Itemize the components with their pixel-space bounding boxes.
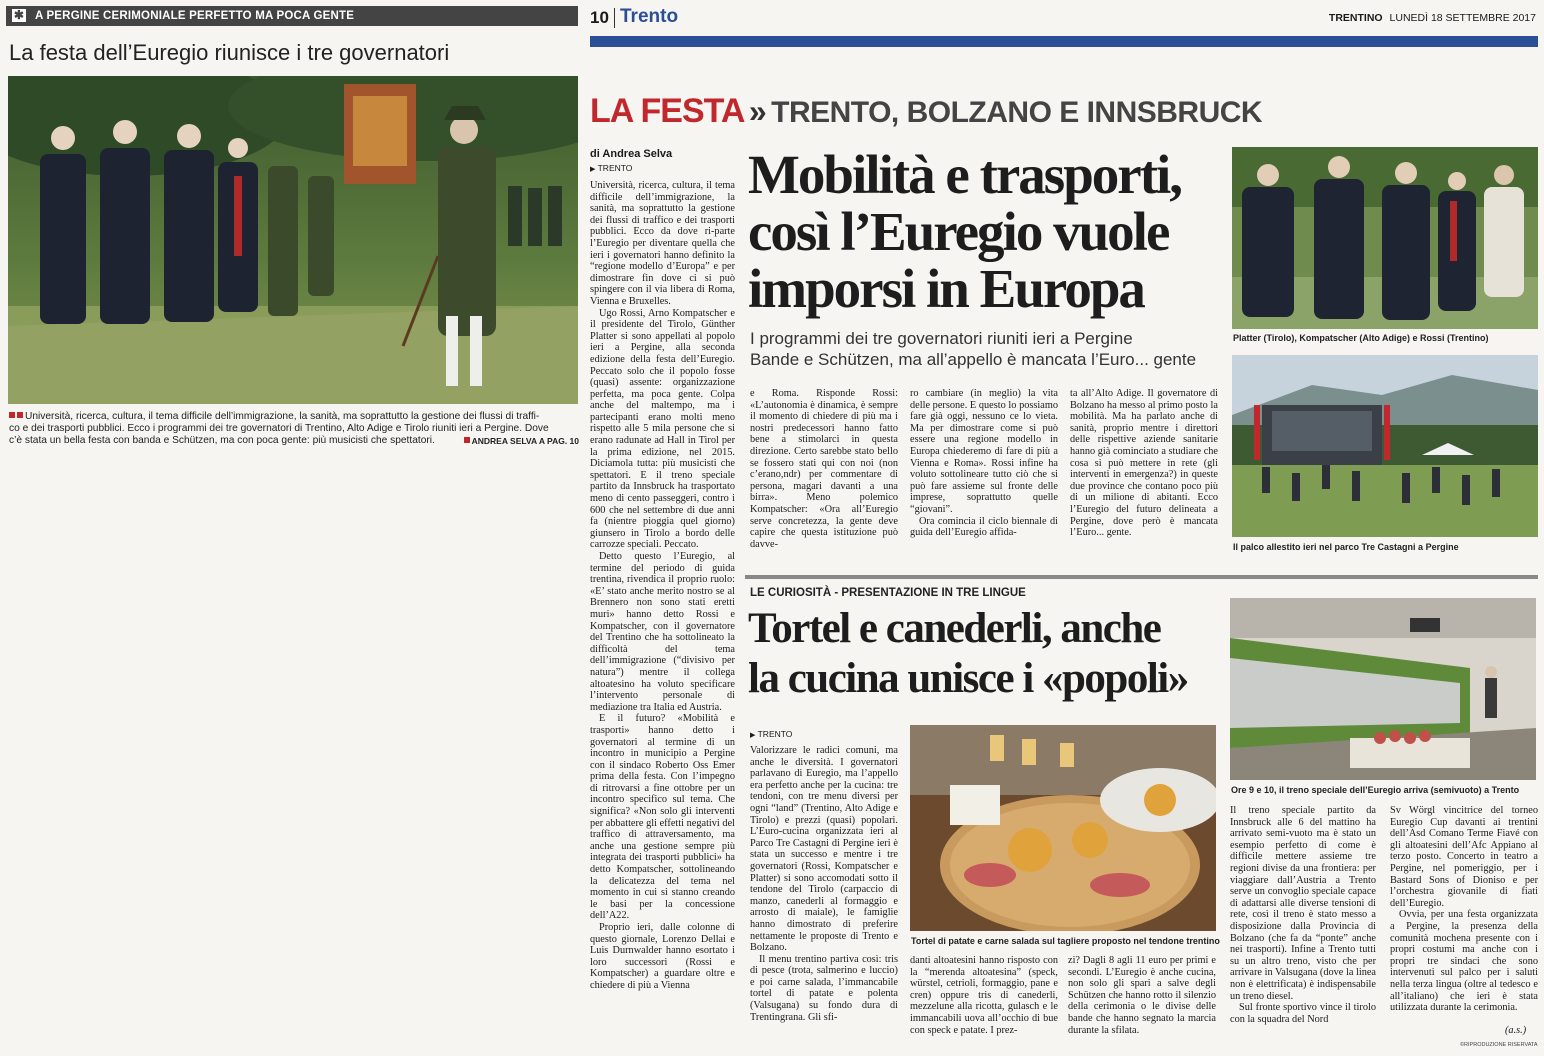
main-col1-para-5: Proprio ieri, dalle colonne di questo giornale, Lorenzo Dellai e Luis Durnwalder hanno esortato i loro successori (Rossi e Kompatscher) a guardare oltre e chiedere di più a Vienna xyxy=(590,922,735,991)
train-photo xyxy=(1230,598,1536,780)
newspaper-name: TRENTINO xyxy=(1328,12,1383,24)
second-col4-para-2: Sul fronte sportivo vince il tirolo con la squadra del Nord xyxy=(1230,1002,1376,1025)
second-article-column-5 xyxy=(1390,805,1538,1033)
main-article-column-3 xyxy=(910,388,1058,563)
article-signature: (a.s.) xyxy=(1505,1025,1527,1036)
triangle-icon: ▶ xyxy=(590,166,596,173)
food-photo-caption: Tortel di patate e carne salada sul tagliere proposto nel tendone trentino xyxy=(911,936,1220,946)
main-col1-para-1: Università, ricerca, cultura, il tema difficile dell’immigrazione, la sanità, ma soprattutto la gestione dei flussi di traffico e dei trasporti pubblici. Ecco da dove ri-parte l’Euregio per diventare quella che ieri i governatori hanno definito la “regione modello d’Europa” e per dimostrare fin dove ci si può spingere con il via libera di Roma, Vienna e Bruxelles. xyxy=(590,180,735,307)
left-kicker-label: A PERGINE CERIMONIALE PERFETTO MA POCA GENTE xyxy=(34,10,355,22)
left-title: La festa dell’Euregio riunisce i tre governatori xyxy=(9,40,450,65)
left-caption-line-1: Università, ricerca, cultura, il tema difficile dell’immigrazione, la sanità, ma soprattutto la gestione dei flussi di traffi- xyxy=(25,411,540,422)
section-name: Trento xyxy=(620,6,679,27)
dateline-label: TRENTO xyxy=(597,163,633,173)
issue-date: LUNEDÌ 18 SETTEMBRE 2017 xyxy=(1389,12,1536,24)
dateline xyxy=(590,163,632,173)
governors-photo-caption: Platter (Tirolo), Kompatscher (Alto Adige) e Rossi (Trentino) xyxy=(1233,333,1489,343)
main-article-column-4 xyxy=(1070,388,1218,563)
left-caption xyxy=(9,411,579,447)
main-article-column-2 xyxy=(750,388,898,563)
stage-photo-caption: Il palco allestito ieri nel parco Tre Castagni a Pergine xyxy=(1233,542,1459,552)
second-col1-para-1: Valorizzare le radici comuni, ma anche le diversità. I governatori parlavano di Euregio, ma l’appello era perfetto anche per la cucina: tre tendoni, con tre menu diversi per ogni “land” (Trentino, Alto Adige e Tirolo) e prezzi (quasi) popolari. L’Euro-cucina organizzata ieri al Parco Tre Castagni di Pergine ieri è stata un successo e mentre i tre governatori (Rossi, Kompatscher e Platter) si sono accomodati sotto il tendone del Tirolo (carpaccio di manzo, canederli al formaggio e arrosto di maiale), le famiglie hanno dimostrato di preferire nettamente le proposte di Trento e Bolzano. xyxy=(750,745,898,954)
second-col1-para-2: Il menu trentino partiva così: tris di pesce (trota, salmerino e luccio) e poi carne salada, l’immancabile tortel di patate e polenta (Valsugana) su fondo dura di Trentingrana. Gli sfi- xyxy=(750,953,898,1023)
topic-label: LA FESTA xyxy=(590,92,745,130)
headline-line-3: imporsi in Europa xyxy=(748,258,1144,319)
main-article-column-1 xyxy=(590,180,735,1048)
second-article-column-2 xyxy=(910,955,1058,1048)
topic-subtitle: TRENTO, BOLZANO E INNSBRUCK xyxy=(771,96,1263,129)
left-caption-ref: ANDREA SELVA A PAG. 10 xyxy=(471,436,579,446)
second-headline-line-1: Tortel e canederli, anche xyxy=(748,605,1161,652)
main-col3-para-1: ro cambiare (in meglio) la vita delle persone. E questo lo possiamo fare già oggi, nessuno ce lo vieta. Ma per dimostrare come si può essere una regione modello in Europa chiederemo di fare di più a Vienna e Roma». Rossi infine ha voluto sottolineare tutto ciò che si può fare assieme sul fronte delle imprese, soprattutto quelle “giovani”. xyxy=(910,388,1058,515)
second-col3-para-1: zi? Dagli 8 agli 11 euro per primi e secondi. L’Euregio è anche cucina, non solo gli spari a salve degli Schützen che hanno rotto il silenzio della cerimonia o le divise delle bande che hanno segnato la marcia durante la sfilata. xyxy=(1068,955,1216,1036)
second-dateline-label: TRENTO xyxy=(757,729,793,739)
main-col4-para-1: ta all’Alto Adige. Il governatore di Bolzano ha messo al primo posto la mobilità. Ma ha parlato anche di sanità, proprio mentre i direttori delle rispettive aziende sanitarie hanno già cominciato a studiare che cosa si può mettere in rete (gli interventi in emergenza?) in queste due province che contano poco più di un milione di abitanti. Ecco l’Euregio del futuro delineata a Pergine, dove però è mancata l’Euro... gente. xyxy=(1070,388,1218,539)
second-article-column-3 xyxy=(1068,955,1216,1048)
second-article-column-4 xyxy=(1230,805,1376,1048)
second-article-column-1 xyxy=(750,745,898,1048)
second-headline-line-2: la cucina unisce i «popoli» xyxy=(748,655,1188,702)
stage-photo xyxy=(1232,355,1538,537)
section-divider xyxy=(745,575,1538,579)
second-triangle-icon: ▶ xyxy=(750,732,756,739)
main-col1-para-4: E il futuro? «Mobilità e trasporti» hanno detto i governatori al termine di un incontro in municipio a Pergine con il sindaco Roberto Oss Emer prima della festa. Con l’impegno di ritrovarsi a fine ottobre per un incontro specifico sul tema. Che significa? «Non solo gli interventi per abbattere gli effetti negativi del traffico di attraversamento, ma anche una gestione sempre più integrata dei trasporti pubblici» ha detto Kompatscher, sottolineando la delicatezza del tema nel momento in cui si stanno creando le basi per la concessione dell’A22. xyxy=(590,713,735,922)
second-col2-para-1: danti altoatesini hanno risposto con la “merenda altoatesina” (speck, würstel, cetrioli, formaggio, pane e cren) oppure tris di canederli, mezzelune alla ricotta, gulasch e le immancabili uova all’occhio di bue con speck e patate. I prez- xyxy=(910,955,1058,1036)
left-caption-line-2: co e dei trasporti pubblici. Ecco i programmi dei tre governatori di Trentino, Alto Adige e Tirolo riuniti ieri a Pergine. Dove xyxy=(9,423,549,434)
train-photo-caption: Ore 9 e 10, il treno speciale dell’Euregio arriva (semivuoto) a Trento xyxy=(1231,785,1520,795)
byline: di Andrea Selva xyxy=(590,148,673,160)
left-ceremony-photo xyxy=(8,76,578,404)
page-number: 10 xyxy=(590,8,609,27)
subhead-line-2: Bande e Schützen, ma all’appello è mancata l’Euro... gente xyxy=(750,350,1197,369)
headline-line-1: Mobilità e trasporti, xyxy=(748,144,1182,205)
second-col5-para-2: Ovvia, per una festa organizzata a Pergine, la presenza della comunità mochena presente con i propri costumi ma anche con i propri tre sindaci che sono intervenuti sul palco per i saluti nella terza lingua (oltre al tedesco e all’italiano) che ieri è stata utilizzata durante la cerimonia. xyxy=(1390,909,1538,1014)
left-caption-line-3: c’è stata un bella festa con banda e Schützen, ma con poca gente: più musicisti che spettatori. xyxy=(9,435,435,446)
headline-line-2: così l’Euregio vuole xyxy=(748,201,1169,262)
asterisk-icon: ✱ xyxy=(13,8,25,22)
left-kicker-bar xyxy=(6,6,578,26)
main-col3-para-2: Ora comincia il ciclo biennale di guida dell’Euregio affida- xyxy=(910,515,1058,539)
main-headline xyxy=(748,146,1218,317)
main-col1-para-2: Ugo Rossi, Arno Kompatscher e il presidente del Tirolo, Günther Platter si sono appellati al popolo ieri a Pergine, alla seconda edizione della festa dell’Euregio. Peccato solo che il popolo fosse (quasi) assente: organizzazione perfetta, ma poca gente. Colpa anche del maltempo, ma i partecipanti erano molti meno rispetto alle 5 mila persone che si erano radunate ad Hall in Tirol per la prima edizione, nel 2015. Diciamola tutta: più musicisti che spettatori. E il treno speciale partito da Innsbruck ha trasportato meno di cento passeggeri, contro i 600 che nel settembre di due anni fa (nientre pioggia quel giorno) giunsero in Tirolo a bordo delle carrozze speciali. Peccato. xyxy=(590,307,735,551)
second-dateline xyxy=(750,729,792,739)
header-rule xyxy=(590,36,1538,47)
main-col1-para-3: Detto questo l’Euregio, al termine del periodo di guida trentina, rivendica il proprio ruolo: «E’ stato anche merito nostro se al Brennero non sono stati eretti muri» hanno detto Rossi e Kompatscher, con il governatore del Trentino che ha sottolineato la difficoltà del tema dell’immigrazione (“divisivo per natura”) mentre il collega altoatesino ha voluto specificare l’intervento personale di mediazione tra Italia ed Austria. xyxy=(590,551,735,713)
topic-line xyxy=(590,92,1262,134)
second-kicker: LE CURIOSITÀ - PRESENTAZIONE IN TRE LINGUE xyxy=(750,587,1026,599)
main-col2-para-1: e Roma. Risponde Rossi: «L’autonomia è dinamica, è sempre il momento di chiedere di più ma i nostri predecessori hanno fatto bene a stimolarci in questa direzione. Certo sarebbe stato bello se fossero stati qui con noi (non c’erano,ndr) per commentare di persona, magari davanti a una birra». Meno polemico Kompatscher: «Ora all’Euregio serve concretezza, la gente deve capire che questa istituzione può davve- xyxy=(750,388,898,550)
page-header xyxy=(590,6,1540,32)
food-photo xyxy=(910,725,1216,931)
copyright-note: ©RIPRODUZIONE RISERVATA xyxy=(1460,1042,1538,1048)
subhead-line-1: I programmi dei tre governatori riuniti ieri a Pergine xyxy=(750,329,1133,348)
second-col5-para-1: Sv Wörgl vincitrice del torneo Euregio Cup davanti ai trentini dell’Asd Comano Terme Fiavé con gli altoatesini dell’Afc Appiano al terzo posto. Concerto in teatro a Pergine, nel pomeriggio, per i Bastard Sons of Dioniso e per l’orchestra giovanile di fiati dell’Euregio. xyxy=(1390,805,1538,909)
second-headline xyxy=(748,604,1228,704)
main-subhead xyxy=(750,328,1225,370)
topic-arrow: » xyxy=(748,93,767,129)
governors-photo xyxy=(1232,147,1538,329)
second-col4-para-1: Il treno speciale partito da Innsbruck alle 6 del mattino ha arrivato semi-vuoto ma è stato un esempio perfetto di come è difficile mettere assieme tre regioni divise da una frontiera: per viaggiare dall’Austria a Trento serve un convoglio speciale capace di adattarsi alle diverse tensioni di rete, così il treno è stato messo a disposizione dalla Provincia di Bolzano (che fa da “ponte” anche nei trasporti). Infine a Trento tutti su un altro treno, visto che per arrivare in Valsugana (dove la linea non è elettrificata) è indispensabile un treno diesel. xyxy=(1230,805,1376,1002)
